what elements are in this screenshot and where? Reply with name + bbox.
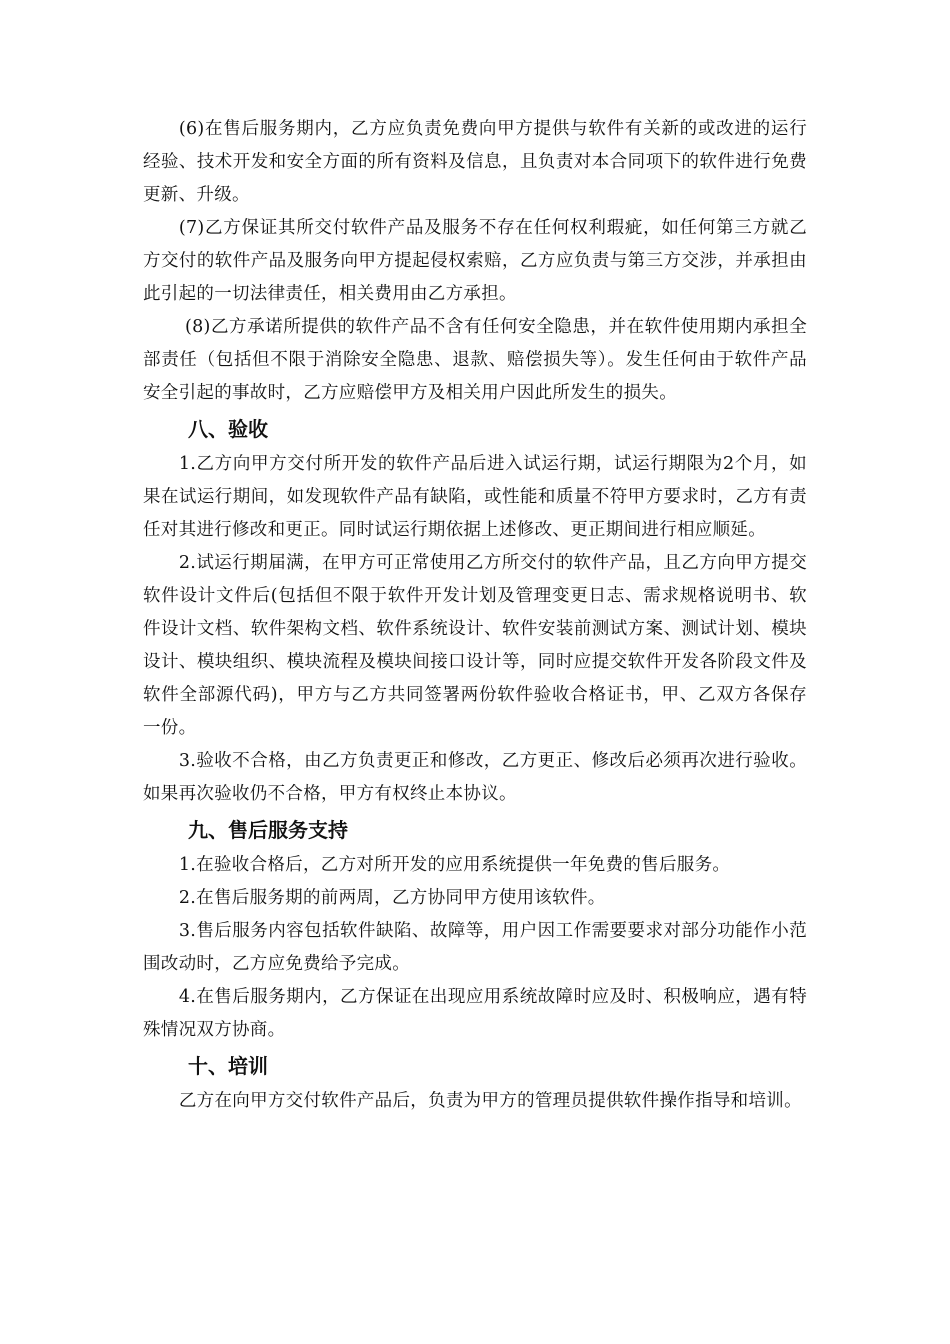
training-paragraph: 乙方在向甲方交付软件产品后，负责为甲方的管理员提供软件操作指导和培训。 xyxy=(178,1091,802,1111)
after-sales-item-2: 2.在售后服务期的前两周，乙方协同甲方使用该软件。 xyxy=(178,888,606,908)
clause-8: (8)乙方承诺所提供的软件产品不含有任何安全隐患，并在软件使用期内承担全部责任（包括但不限于消除安全隐患、退款、赔偿损失等）。发生任何由于软件产品安全引起的事故时，乙方应赔偿甲方及相关用户因此所发生的损失。 xyxy=(143,317,807,403)
acceptance-item-2: 2.试运行期届满，在甲方可正常使用乙方所交付的软件产品，且乙方向甲方提交软件设计文件后(包括但不限于软件开发计划及管理变更日志、需求规格说明书、软件设计文档、软件架构文档、软件系统设计、软件安装前测试方案、测试计划、模块设计、模块组织、模块流程及模块间接口设计等，同时应提交软件开发各阶段文件及软件全部源代码)，甲方与乙方共同签署两份软件验收合格证书，甲、乙双方各保存一份。 xyxy=(143,553,807,738)
document-body xyxy=(143,113,807,1118)
acceptance-item-1: 1.乙方向甲方交付所开发的软件产品后进入试运行期，试运行期限为2个月，如果在试运行期间，如发现软件产品有缺陷，或性能和质量不符甲方要求时，乙方有责任对其进行修改和更正。同时试运行期依据上述修改、更正期间进行相应顺延。 xyxy=(143,454,807,540)
section-heading-acceptance: 八、验收 xyxy=(188,417,268,441)
after-sales-item-1: 1.在验收合格后，乙方对所开发的应用系统提供一年免费的售后服务。 xyxy=(178,855,731,875)
section-heading-training: 十、培训 xyxy=(188,1054,268,1078)
clause-6: (6)在售后服务期内，乙方应负责免费向甲方提供与软件有关新的或改进的运行经验、技术开发和安全方面的所有资料及信息，且负责对本合同项下的软件进行免费更新、升级。 xyxy=(143,119,807,205)
clause-7: (7)乙方保证其所交付软件产品及服务不存在任何权利瑕疵，如任何第三方就乙方交付的软件产品及服务向甲方提起侵权索赔，乙方应负责与第三方交涉，并承担由此引起的一切法律责任，相关费用由乙方承担。 xyxy=(143,218,807,304)
acceptance-item-3: 3.验收不合格，由乙方负责更正和修改，乙方更正、修改后必须再次进行验收。如果再次验收仍不合格，甲方有权终止本协议。 xyxy=(143,751,807,804)
after-sales-item-4: 4.在售后服务期内，乙方保证在出现应用系统故障时应及时、积极响应，遇有特殊情况双方协商。 xyxy=(143,987,807,1040)
section-heading-after-sales: 九、售后服务支持 xyxy=(188,818,348,842)
after-sales-item-3: 3.售后服务内容包括软件缺陷、故障等，用户因工作需要要求对部分功能作小范围改动时，乙方应免费给予完成。 xyxy=(143,921,807,974)
